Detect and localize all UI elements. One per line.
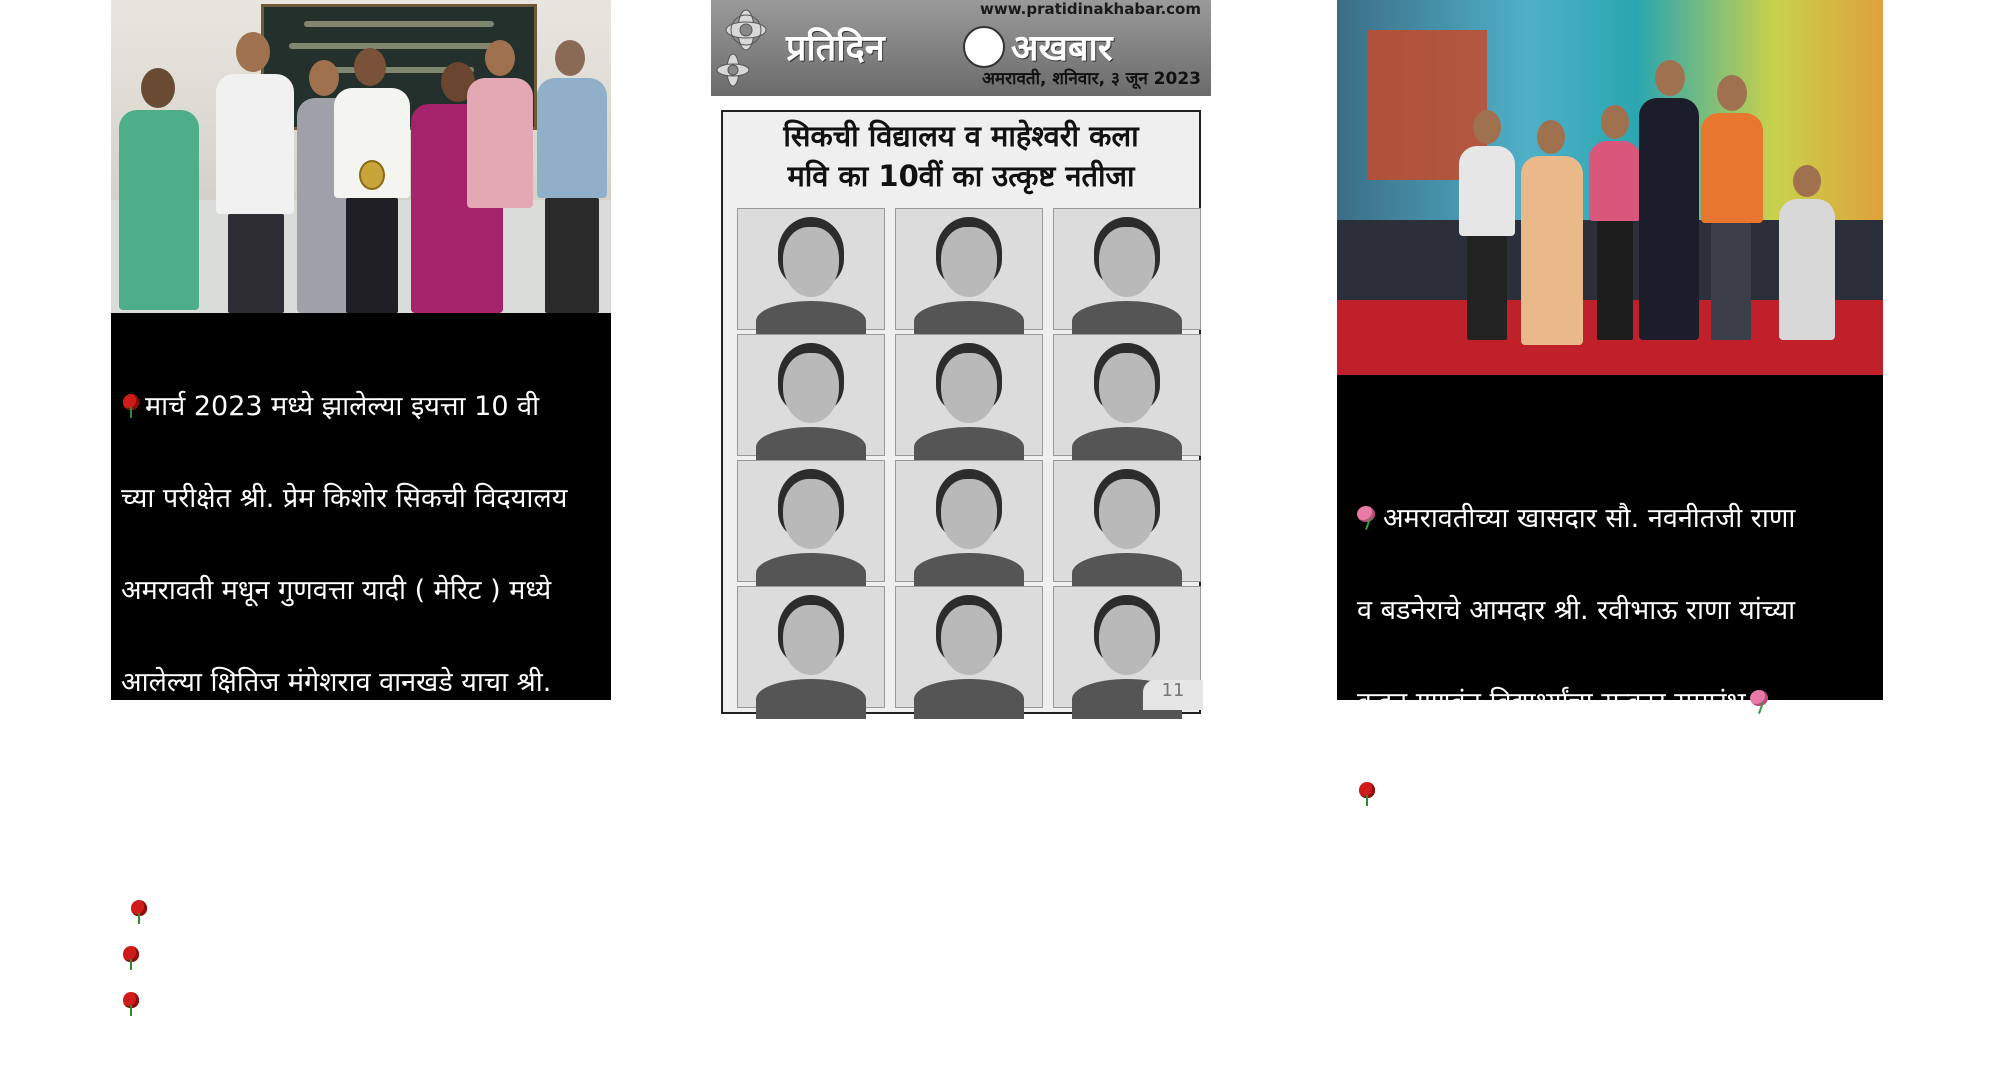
newspaper-masthead: [711, 0, 1211, 96]
student-photo: [737, 586, 885, 708]
caption-line: आलेल्या क्षितिज मंगेशराव वानखडे याचा श्री.: [121, 667, 552, 698]
felicitation-photo: [111, 0, 611, 313]
caption-line: मार्च 2023 मध्ये झालेल्या इयत्ता 10 वी: [121, 384, 601, 430]
student-photo: [1053, 334, 1201, 456]
rose-icon: [121, 946, 141, 970]
rose-icon: [121, 394, 141, 418]
caption-line: अमरावती मधून गुणवत्ता यादी ( मेरिट ) मध्ये: [121, 575, 552, 606]
rose-icon: [129, 900, 149, 924]
flower-decoration-icon: [711, 0, 781, 96]
post-card-ceremony[interactable]: [1337, 0, 1883, 718]
image-count-badge: 11: [1143, 680, 1203, 710]
newspaper-dateline: अमरावती, शनिवार, ३ जून 2023: [981, 69, 1201, 89]
caption-line: गणेशदास राठी छात्रालय समिती अमरावती: [121, 759, 527, 790]
caption-line: अमरावतीच्या खासदार सौ. नवनीतजी राणा: [1357, 496, 1867, 542]
student-photo: [737, 208, 885, 330]
student-photo: [895, 586, 1043, 708]
newspaper-logo-icon: [963, 26, 1005, 68]
student-photo: [1053, 460, 1201, 582]
flower-icon: [1750, 690, 1772, 714]
caption-line: तर्फे सत्कार करण्यात आला.....: [121, 844, 601, 1028]
news-headline: सिकची विद्यालय व माहेश्वरी कला मवि का 10वीं का उत्कृष्ट नतीजा: [783, 119, 1139, 193]
trophy-plaque: [359, 160, 385, 190]
student-photo: [895, 460, 1043, 582]
newspaper-url: www.pratidinakhabar.com: [980, 0, 1201, 18]
caption-line: च्या परीक्षेत श्री. प्रेम किशोर सिकची विदयालय: [121, 483, 568, 514]
newspaper-title-right: अखबार: [1011, 28, 1113, 69]
student-photo: [1053, 208, 1201, 330]
rose-icon: [1357, 782, 1377, 806]
post-card-newspaper[interactable]: [711, 0, 1211, 700]
caption-line: [1357, 772, 1867, 818]
caption-line: व बडनेराचे आमदार श्री. रवीभाऊ राणा यांच्या: [1357, 595, 1796, 626]
ceremony-photo: [1337, 0, 1883, 375]
post-card-felicitation[interactable]: [111, 0, 611, 882]
caption-line: कडून गुणवंत विद्यार्थ्यांचा सत्कार समारंभ: [1357, 680, 1867, 726]
flower-icon: [1357, 506, 1379, 530]
post-caption: [121, 338, 601, 1074]
post-caption: [1357, 450, 1867, 864]
student-photo: [895, 208, 1043, 330]
student-photo: [737, 334, 885, 456]
student-photo: [895, 334, 1043, 456]
news-article: [721, 110, 1201, 714]
rose-icon: [121, 992, 141, 1016]
newspaper-title-left: प्रतिदिन: [786, 28, 885, 69]
student-photo: [737, 460, 885, 582]
